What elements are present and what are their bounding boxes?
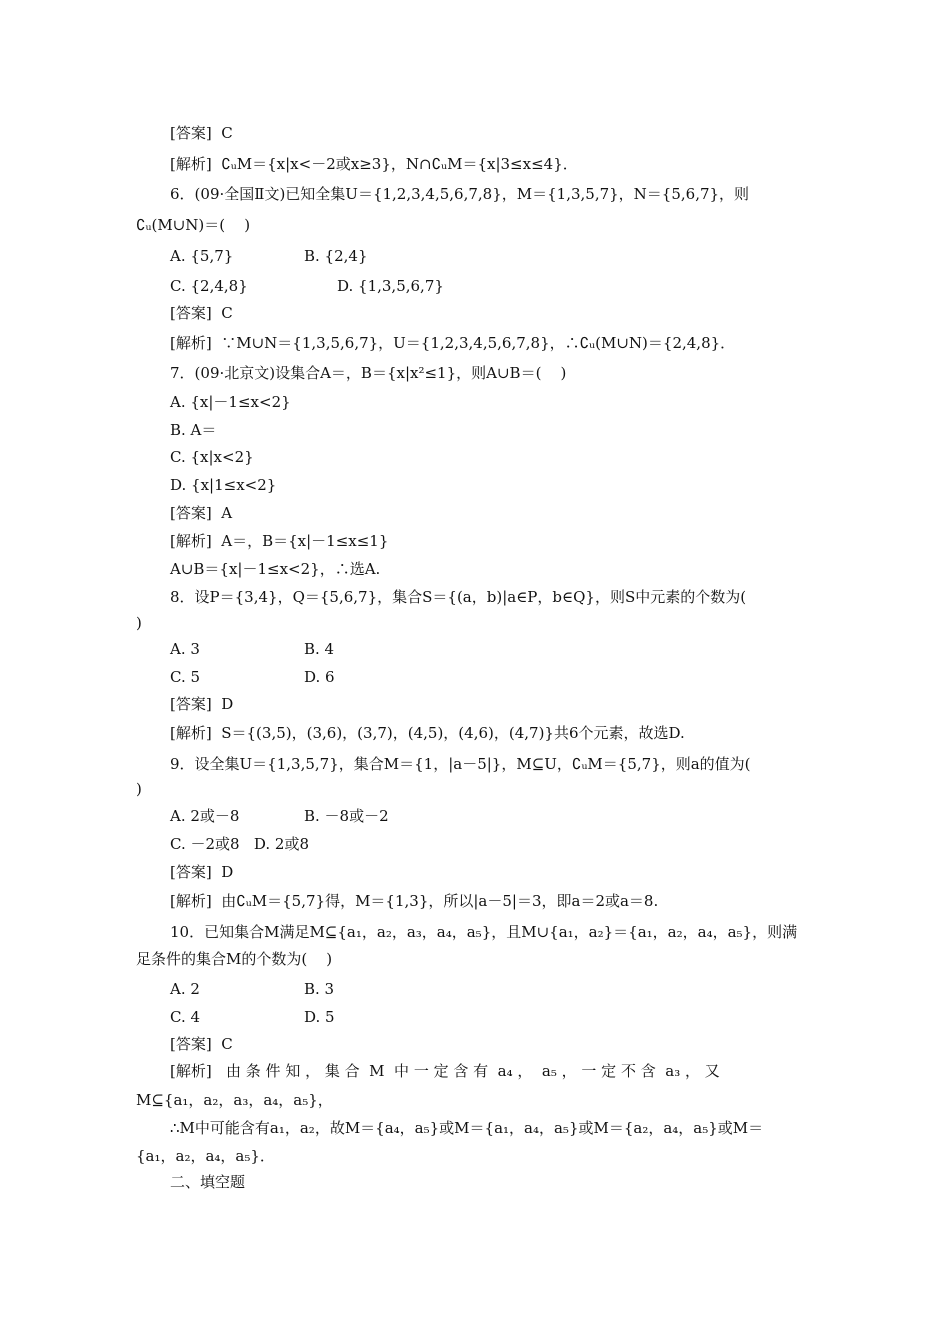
analysis-text: [解析] A＝，B＝{x|－1≤x≤1} [170, 532, 389, 550]
option-c-d: C. －2或8 D. 2或8 [170, 835, 309, 853]
question-9-cont: ) [136, 780, 142, 798]
option-c: C. {2,4,8} [170, 277, 248, 295]
option-a: A. 3 [170, 640, 200, 658]
answer-label: [答案] D [170, 695, 234, 713]
answer-label: [答案] D [170, 863, 234, 881]
analysis-text: [解析] ∵M∪N＝{1,3,5,6,7}，U＝{1,2,3,4,5,6,7,8}，∴∁ᵤ(M∪N)＝{2,4,8}． [170, 334, 736, 352]
option-a: A. {5,7} [170, 247, 234, 265]
analysis-text-cont: ∴M中可能含有a₁，a₂，故M＝{a₄，a₅}或M＝{a₁，a₄，a₅}或M＝{a₂，a₄，a₅}或M＝ [170, 1119, 764, 1137]
question-8: 8．设P＝{3,4}，Q＝{5,6,7}，集合S＝{(a，b)|a∈P，b∈Q}，则S中元素的个数为( [170, 588, 747, 606]
answer-label: [答案] C [170, 1035, 233, 1053]
option-c: C. 5 [170, 668, 201, 686]
question-10-cont: 足条件的集合M的个数为( ) [136, 950, 333, 968]
option-c: C. {x|x<2} [170, 448, 254, 466]
option-d: D. 6 [304, 668, 335, 686]
answer-label: [答案] A [170, 504, 233, 522]
option-d: D. {1,3,5,6,7} [337, 277, 444, 295]
question-7: 7．(09·北京文)设集合A＝，B＝{x|x²≤1}，则A∪B＝( ) [170, 364, 567, 382]
answer-label: [答案] C [170, 304, 233, 322]
question-6-cont: ∁ᵤ(M∪N)＝( ) [136, 216, 251, 234]
analysis-text: [解析] S＝{(3,5)，(3,6)，(3,7)，(4,5)，(4,6)，(4,7)}共6个元素，故选D. [170, 724, 685, 742]
option-b: B. 3 [304, 980, 335, 998]
option-a: A. {x|－1≤x<2} [170, 393, 291, 411]
question-9: 9．设全集U＝{1,3,5,7}，集合M＝{1，|a－5|}，M⊆U，∁ᵤM＝{5,7}，则a的值为( [170, 755, 751, 773]
question-10: 10．已知集合M满足M⊆{a₁，a₂，a₃，a₄，a₅}，且M∪{a₁，a₂}＝{a₁，a₂，a₄，a₅}，则满 [170, 923, 798, 941]
option-d: D. 5 [304, 1008, 335, 1026]
option-b: B. A＝ [170, 421, 217, 439]
section-heading: 二、填空题 [170, 1173, 246, 1191]
analysis-text-cont: {a₁，a₂，a₄，a₅}． [136, 1147, 275, 1165]
analysis-text-cont: A∪B＝{x|－1≤x<2}，∴选A. [170, 560, 381, 578]
answer-label: [答案] C [170, 124, 233, 142]
option-d: D. {x|1≤x<2} [170, 476, 277, 494]
option-b: B. －8或－2 [304, 807, 389, 825]
option-c: C. 4 [170, 1008, 201, 1026]
option-b: B. {2,4} [304, 247, 368, 265]
analysis-text: [解析] ∁ᵤM＝{x|x<－2或x≥3}，N∩∁ᵤM＝{x|3≤x≤4}． [170, 155, 578, 173]
analysis-text-cont: M⊆{a₁，a₂，a₃，a₄，a₅}， [136, 1091, 333, 1109]
option-a: A. 2或－8 [170, 807, 240, 825]
question-8-cont: ) [136, 614, 142, 632]
analysis-text: [解析] 由∁ᵤM＝{5,7}得，M＝{1,3}，所以|a－5|＝3，即a＝2或a＝8. [170, 892, 659, 910]
option-a: A. 2 [170, 980, 200, 998]
option-b: B. 4 [304, 640, 335, 658]
analysis-text: [解析] 由 条 件 知 ， 集 合 M 中 一 定 含 有 a₄ ， a₅ ， 一 定 不 含 a₃ ， 又 [170, 1062, 720, 1080]
question-6: 6．(09·全国Ⅱ文)已知全集U＝{1,2,3,4,5,6,7,8}，M＝{1,3,5,7}，N＝{5,6,7}，则 [170, 185, 750, 203]
